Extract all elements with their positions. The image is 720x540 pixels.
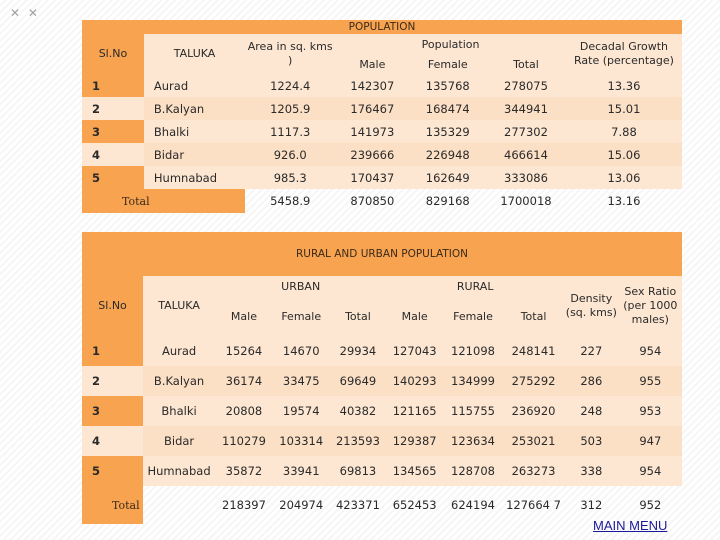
cell: B.Kalyan <box>144 97 245 120</box>
cell: 40382 <box>330 396 387 426</box>
slide-decoration: ✕ ✕ <box>10 6 40 20</box>
population-title: POPULATION <box>82 20 682 34</box>
cell: 19574 <box>273 396 330 426</box>
cell: 1205.9 <box>245 97 335 120</box>
cell: 338 <box>564 456 619 486</box>
col-rural-total: Total <box>503 298 564 336</box>
cell: 162649 <box>409 166 486 189</box>
col-density: Density (sq. kms) <box>564 276 619 336</box>
col-area: Area in sq. kms ) <box>245 34 335 74</box>
cell: 69813 <box>330 456 387 486</box>
total-row <box>82 486 682 524</box>
cell: 1224.4 <box>245 74 335 97</box>
cell: 135329 <box>409 120 486 143</box>
cell: 4 <box>82 426 143 456</box>
cell: 953 <box>619 396 682 426</box>
cell: Bhalki <box>144 120 245 143</box>
table-row <box>82 456 682 486</box>
col-rural: RURAL <box>386 276 564 298</box>
cell: 213593 <box>330 426 387 456</box>
cell: 1117.3 <box>245 120 335 143</box>
cell: 624194 <box>451 498 495 512</box>
total-label: Total <box>82 189 245 213</box>
cell: 344941 <box>486 97 566 120</box>
cell: Bidar <box>143 426 215 456</box>
cell: 204974 <box>279 498 324 512</box>
main-menu-link[interactable]: MAIN MENU <box>593 518 668 533</box>
cell: 15.01 <box>566 97 682 120</box>
cell: 36174 <box>215 366 273 396</box>
cell: 121098 <box>443 336 503 366</box>
cell: 652453 <box>392 498 437 512</box>
cell: 312 <box>580 498 603 512</box>
cell: 218397 <box>222 498 266 512</box>
col-urban-female: Female <box>273 298 330 336</box>
cell: 423371 <box>335 498 380 512</box>
cell: 226948 <box>409 143 486 166</box>
cell: 3 <box>82 396 143 426</box>
col-total: Total <box>486 56 566 74</box>
cell: 829168 <box>425 194 470 208</box>
population-table <box>82 20 682 213</box>
cell: 20808 <box>215 396 273 426</box>
cell: 121165 <box>386 396 443 426</box>
cell: Humnabad <box>144 166 245 189</box>
cell: 277302 <box>486 120 566 143</box>
cell: 134565 <box>386 456 443 486</box>
cell: 123634 <box>443 426 503 456</box>
cell: 141973 <box>335 120 409 143</box>
cell: 263273 <box>503 456 564 486</box>
cell: 955 <box>619 366 682 396</box>
table-row <box>82 74 682 97</box>
col-urban: URBAN <box>215 276 386 298</box>
cell: 985.3 <box>245 166 335 189</box>
cell: 248 <box>564 396 619 426</box>
cell: 127664 7 <box>506 498 561 512</box>
col-taluka: TALUKA <box>143 276 215 336</box>
total-row <box>82 189 682 213</box>
cell: 926.0 <box>245 143 335 166</box>
cell: 140293 <box>386 366 443 396</box>
cell: 466614 <box>486 143 566 166</box>
cell: 135768 <box>409 74 486 97</box>
cell: 13.36 <box>566 74 682 97</box>
cell: 134999 <box>443 366 503 396</box>
cell: 1 <box>82 336 143 366</box>
col-rural-male: Male <box>386 298 443 336</box>
cell: 33941 <box>273 456 330 486</box>
cell: 952 <box>639 498 662 512</box>
cell: 7.88 <box>566 120 682 143</box>
cell: 5 <box>82 456 143 486</box>
col-sex-ratio: Sex Ratio (per 1000 males) <box>619 276 682 336</box>
cell: 248141 <box>503 336 564 366</box>
cell: 5458.9 <box>270 194 311 208</box>
col-rural-female: Female <box>443 298 503 336</box>
col-urban-male: Male <box>215 298 273 336</box>
total-label: Total <box>82 486 143 524</box>
table-row <box>82 97 682 120</box>
cell: 127043 <box>386 336 443 366</box>
cell: 69649 <box>330 366 387 396</box>
col-slno: Sl.No <box>82 276 143 336</box>
table-row <box>82 396 682 426</box>
cell: 168474 <box>409 97 486 120</box>
cell: 176467 <box>335 97 409 120</box>
cell: 1700018 <box>500 194 552 208</box>
cell: 13.16 <box>607 194 641 208</box>
cell: 4 <box>82 143 144 166</box>
cell: 275292 <box>503 366 564 396</box>
cell: 870850 <box>350 194 395 208</box>
cell: 33475 <box>273 366 330 396</box>
cell: Aurad <box>144 74 245 97</box>
col-urban-total: Total <box>330 298 387 336</box>
col-slno: Sl.No <box>82 34 144 74</box>
cell: 170437 <box>335 166 409 189</box>
cell: Bhalki <box>143 396 215 426</box>
cell: 13.06 <box>566 166 682 189</box>
cell: 15.06 <box>566 143 682 166</box>
cell: Aurad <box>143 336 215 366</box>
col-female: Female <box>409 56 486 74</box>
cell: Humnabad <box>143 456 215 486</box>
cell: 954 <box>619 456 682 486</box>
cell: 954 <box>619 336 682 366</box>
cell: 29934 <box>330 336 387 366</box>
cell: B.Kalyan <box>143 366 215 396</box>
table-row <box>82 166 682 189</box>
cell: 110279 <box>215 426 273 456</box>
cell: 3 <box>82 120 144 143</box>
cell: 333086 <box>486 166 566 189</box>
col-growth: Decadal Growth Rate (percentage) <box>566 34 682 74</box>
cell: 2 <box>82 366 143 396</box>
cell: 286 <box>564 366 619 396</box>
cell: 253021 <box>503 426 564 456</box>
table-row <box>82 143 682 166</box>
cell: 278075 <box>486 74 566 97</box>
cell: 129387 <box>386 426 443 456</box>
col-population: Population <box>335 34 566 56</box>
cell: 947 <box>619 426 682 456</box>
cell: 5 <box>82 166 144 189</box>
col-male: Male <box>335 56 409 74</box>
cell: 236920 <box>503 396 564 426</box>
cell: 115755 <box>443 396 503 426</box>
table-row <box>82 366 682 396</box>
cell: 15264 <box>215 336 273 366</box>
table-row <box>82 336 682 366</box>
cell: 14670 <box>273 336 330 366</box>
cell: Bidar <box>144 143 245 166</box>
cell: 239666 <box>335 143 409 166</box>
cell: 103314 <box>273 426 330 456</box>
cell: 128708 <box>443 456 503 486</box>
table-row <box>82 120 682 143</box>
cell: 142307 <box>335 74 409 97</box>
cell: 227 <box>564 336 619 366</box>
cell: 35872 <box>215 456 273 486</box>
col-taluka: TALUKA <box>144 34 245 74</box>
rural-urban-table <box>82 232 682 524</box>
cell: 503 <box>564 426 619 456</box>
cell: 2 <box>82 97 144 120</box>
cell <box>143 486 215 524</box>
cell: 1 <box>82 74 144 97</box>
rural-urban-title: RURAL AND URBAN POPULATION <box>82 232 682 276</box>
table-row <box>82 426 682 456</box>
